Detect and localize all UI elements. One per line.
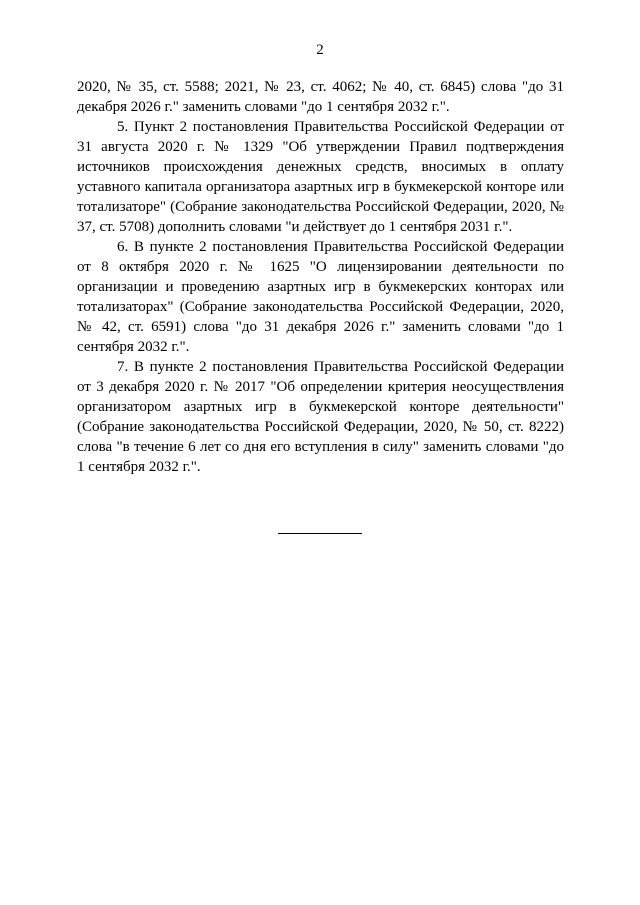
paragraph-item-6: 6. В пункте 2 постановления Правительства Российской Федерации от 8 октября 2020 г. № 1625 "О лицензировании деятельности по организации и проведению азартных игр в букмекерских конторах или тотализаторах" (Собрание законодательства Российской Федерации, 2020, № 42, ст. 6591) слова "до 31 декабря 2026 г." заменить словами "до 1 сентября 2032 г.". — [77, 239, 564, 355]
paragraph-item-7: 7. В пункте 2 постановления Правительства Российской Федерации от 3 декабря 2020 г. № 2017 "Об определении критерия неосуществления организатором азартных игр в букмекерской конторе деятельности" (Собрание законодательства Российской Федерации, 2020, № 50, ст. 8222) слова "в течение 6 лет со дня его вступления в силу" заменить словами "до 1 сентября 2032 г.". — [77, 359, 564, 475]
paragraph-item-5: 5. Пункт 2 постановления Правительства Российской Федерации от 31 августа 2020 г. № 1329 "Об утверждении Правил подтверждения источников происхождения денежных средств, вносимых в оплату уставного капитала организатора азартных игр в букмекерской конторе или тотализаторе" (Собрание законодательства Российской Федерации, 2020, № 37, ст. 5708) дополнить словами "и действует до 1 сентября 2031 г.". — [77, 119, 564, 235]
document-body — [77, 77, 564, 477]
paragraph-continuation: 2020, № 35, ст. 5588; 2021, № 23, ст. 4062; № 40, ст. 6845) слова "до 31 декабря 2026 г." заменить словами "до 1 сентября 2032 г.". — [77, 79, 564, 115]
end-divider-line — [278, 533, 362, 534]
page-number: 2 — [316, 42, 324, 58]
